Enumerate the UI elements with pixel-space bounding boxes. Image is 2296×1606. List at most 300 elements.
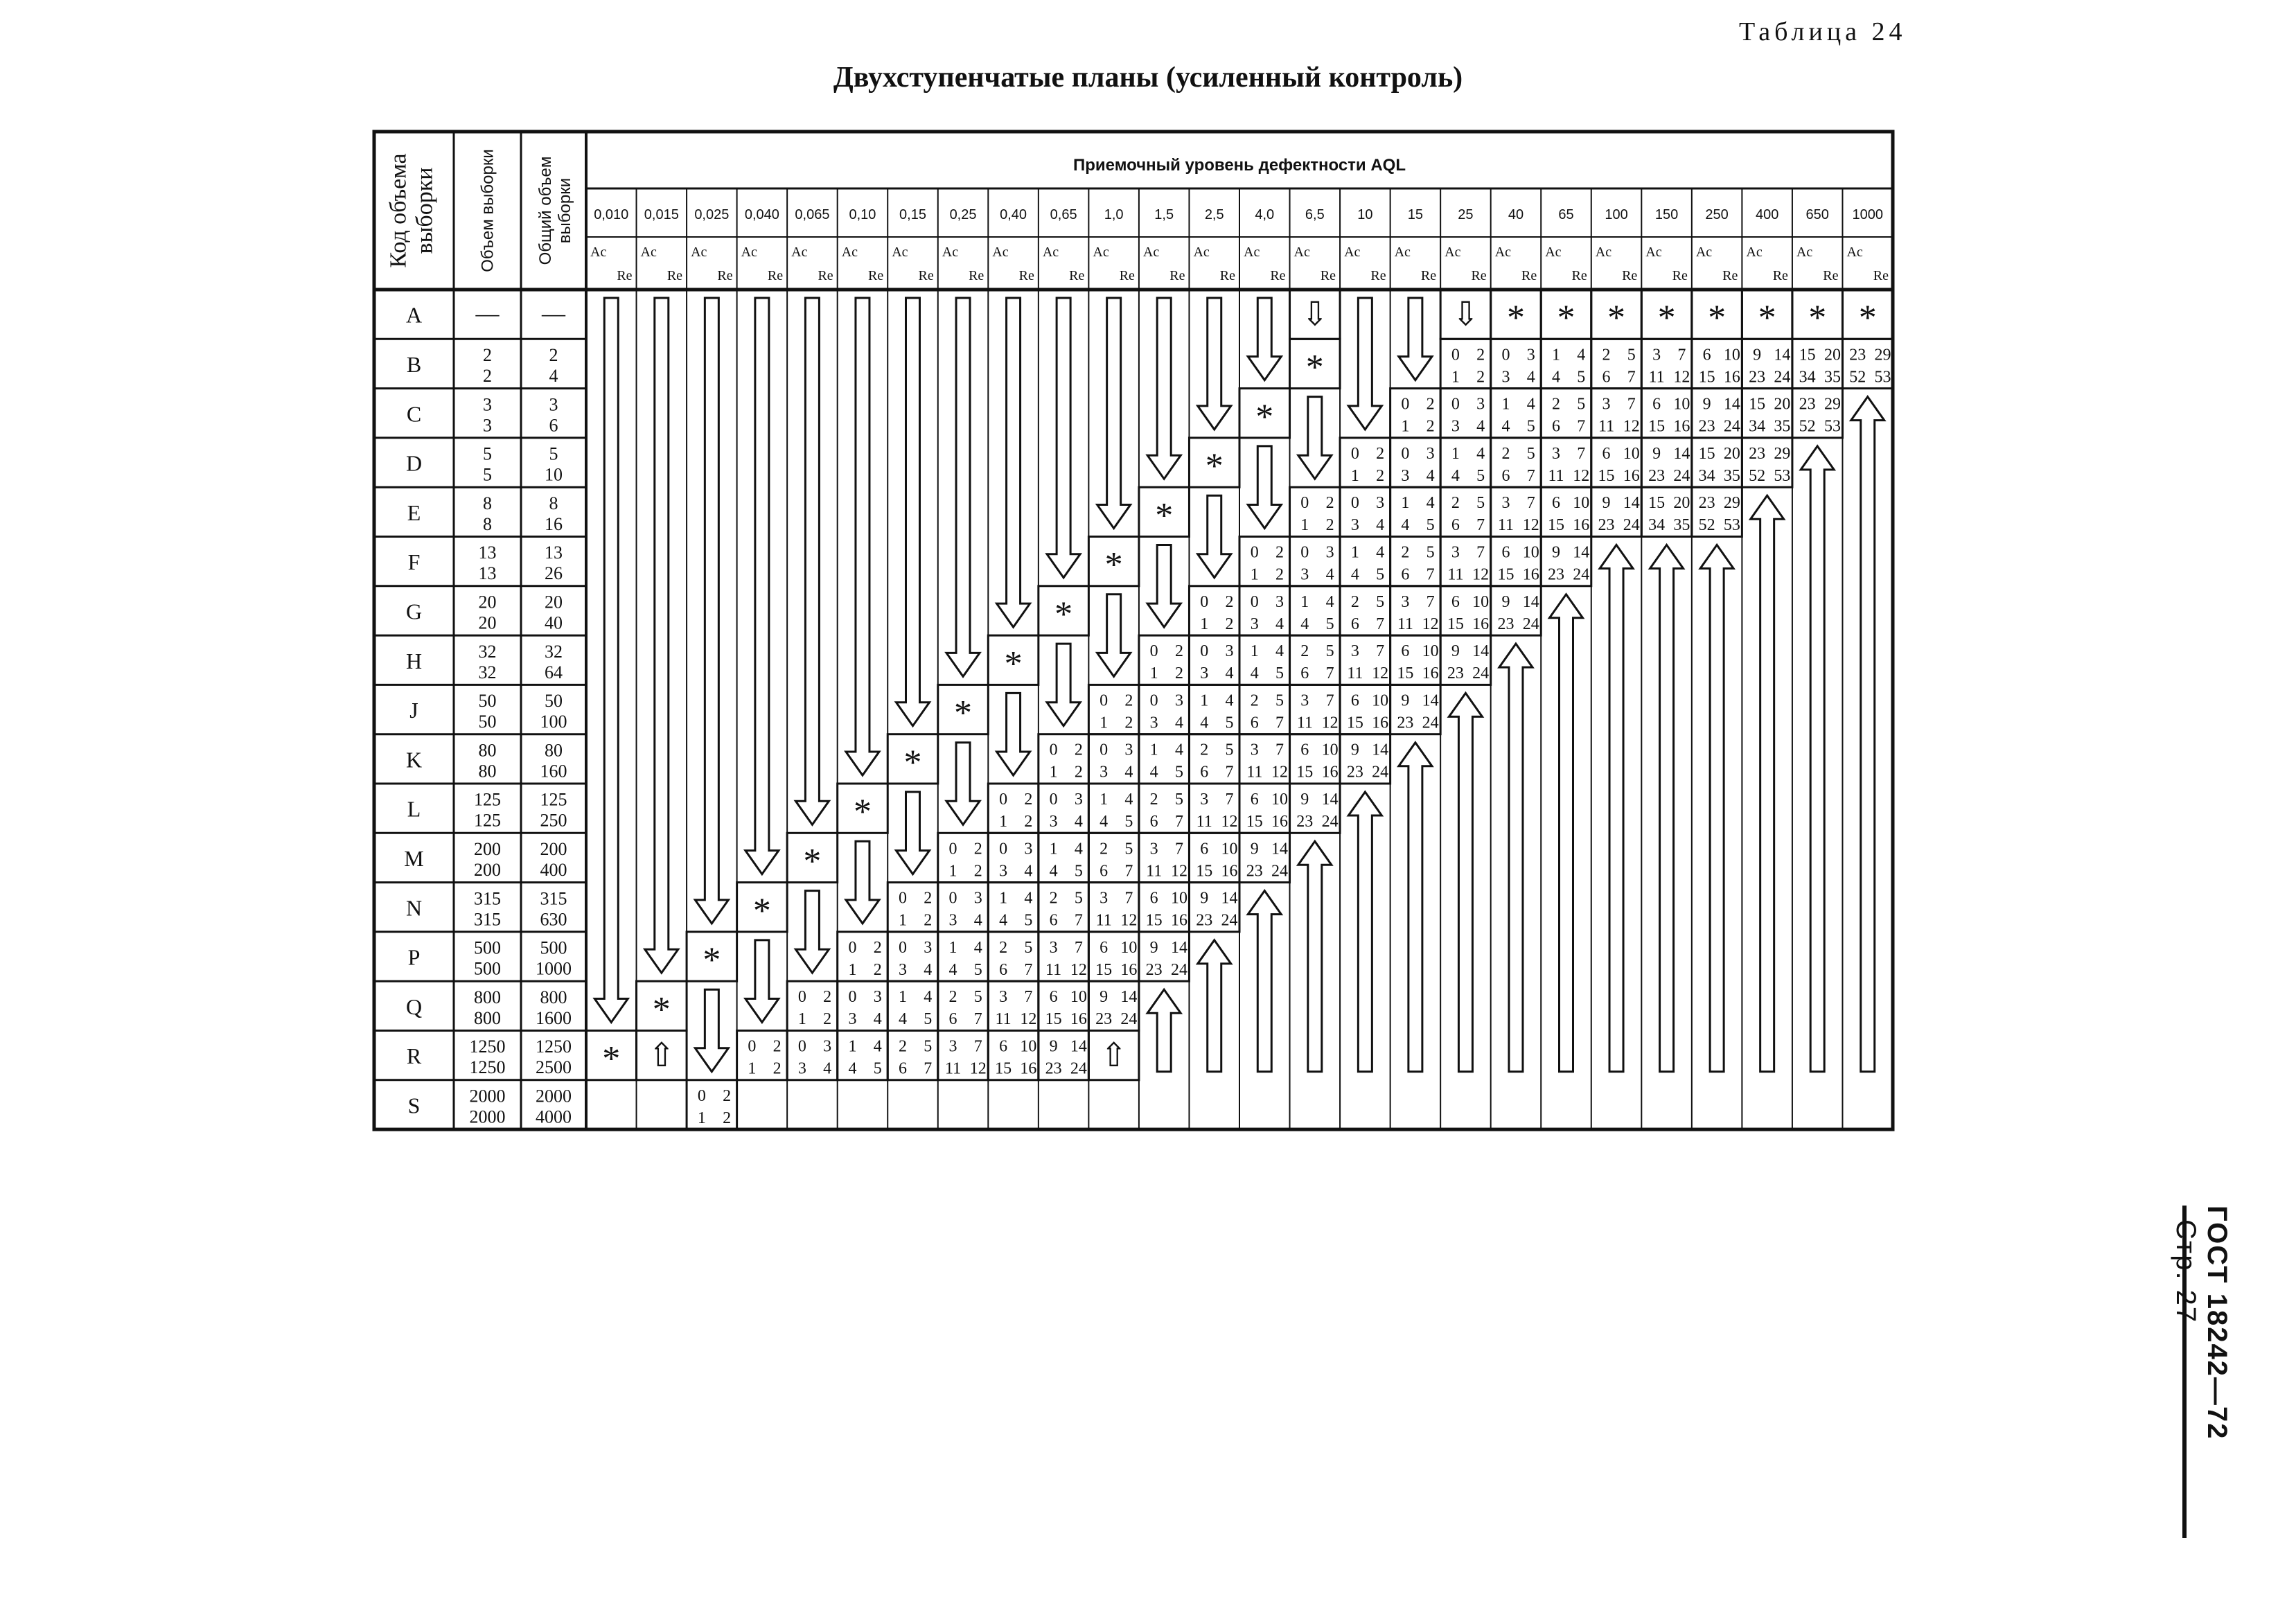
re-second-stage: 7 [1325,664,1334,683]
sample-size-first: 80 [478,740,497,761]
ac-second-stage: 1 [1200,615,1209,633]
ac-second-stage: 15 [1648,417,1666,436]
aql-level-label: 15 [1407,207,1424,222]
ac-first-stage: 1 [1501,395,1510,414]
ac-first-stage: 1 [848,1037,857,1056]
ac-second-stage: 15 [1346,714,1363,732]
ac-first-stage: 1 [1149,741,1158,759]
up-arrow [1298,841,1332,1072]
ac-second-stage: 52 [1799,417,1816,436]
re-first-stage: 7 [1074,938,1083,957]
re-first-stage: 14 [1170,938,1187,957]
re-second-stage: 2 [1124,714,1133,732]
ac-second-stage: 11 [1497,516,1515,535]
sample-size-value: — [475,301,500,327]
aql-level-label: 1,0 [1104,207,1124,222]
total-size-second: 630 [540,909,567,930]
ac-first-stage: 9 [1401,691,1410,710]
re-first-stage: 14 [1321,791,1339,809]
re-label: Re [868,268,884,283]
re-second-stage: 2 [1325,516,1334,535]
re-first-stage: 10 [1673,395,1690,414]
re-second-stage: 35 [1673,516,1690,535]
ac-second-stage: 11 [1146,862,1163,881]
ac-first-stage: 0 [1100,741,1109,759]
ac-second-stage: 6 [1100,862,1109,881]
ac-first-stage: 9 [1049,1037,1058,1056]
ac-second-stage: 4 [1300,615,1309,633]
re-label: Re [1420,268,1437,283]
ac-second-stage: 15 [1145,911,1163,930]
ac-second-stage: 23 [1648,466,1666,485]
ac-second-stage: 6 [1300,664,1309,683]
up-arrow [1801,446,1834,1072]
ac-first-stage: 0 [1049,791,1058,809]
ac-first-stage: 2 [948,988,957,1007]
ac-second-stage: 15 [1698,368,1715,387]
sample-size-first: 1250 [469,1036,506,1057]
aql-level-label: 40 [1508,207,1524,222]
ac-first-stage: 0 [1250,543,1259,562]
re-second-stage: 53 [1823,417,1841,436]
down-arrow [795,891,829,973]
re-first-stage: 14 [1673,444,1690,463]
ac-first-stage: 0 [1250,592,1259,611]
ac-second-stage: 3 [1300,565,1309,584]
total-size-second: 64 [545,662,563,682]
ac-label: Ac [1344,245,1361,260]
re-first-stage: 2 [924,889,933,908]
re-first-stage: 14 [1472,642,1490,661]
no-plan-asterisk: * [1506,298,1525,338]
total-size-second: 6 [549,415,558,436]
ac-first-stage: 2 [1149,791,1158,809]
re-second-stage: 24 [1472,664,1490,683]
re-first-stage: 29 [1874,346,1891,364]
re-first-stage: 2 [823,988,832,1007]
ac-second-stage: 4 [1200,714,1209,732]
ac-second-stage: 4 [898,1010,907,1029]
re-label: Re [1018,268,1034,283]
ac-second-stage: 52 [1698,516,1715,535]
aql-level-label: 0,065 [795,207,830,222]
ac-first-stage: 2 [898,1037,907,1056]
sample-size-second: 32 [478,662,497,682]
ac-second-stage: 11 [1598,417,1615,436]
sample-size-code: N [405,895,423,921]
total-size-first: 20 [545,592,563,612]
no-plan-asterisk: * [1858,298,1877,338]
re-second-stage: 35 [1823,368,1841,387]
ac-first-stage: 2 [1049,889,1058,908]
re-second-stage: 7 [1174,813,1183,831]
aql-level-label: 250 [1705,207,1729,222]
ac-second-stage: 23 [1598,516,1615,535]
sample-size-second: 500 [474,958,501,979]
ac-label: Ac [1445,245,1461,260]
re-first-stage: 3 [1325,543,1334,562]
ac-second-stage: 23 [1397,714,1414,732]
total-size-second: 400 [540,859,567,880]
sample-size-first: 800 [474,987,501,1007]
total-size-first: 315 [540,888,567,909]
re-second-stage: 2 [1376,466,1385,485]
ac-second-stage: 11 [1095,911,1112,930]
re-second-stage: 2 [1074,763,1083,782]
ac-first-stage: 1 [1250,642,1259,661]
up-arrow [1449,693,1482,1071]
re-second-stage: 12 [1472,565,1490,584]
sample-size-second: 315 [474,909,501,930]
ac-second-stage: 34 [1698,466,1715,485]
ac-second-stage: 6 [1551,417,1560,436]
re-second-stage: 2 [1275,565,1284,584]
re-first-stage: 14 [1221,889,1238,908]
re-first-stage: 14 [1522,592,1539,611]
gost-page-stamp [2171,1206,2232,1538]
re-first-stage: 20 [1823,346,1841,364]
ac-second-stage: 3 [898,960,907,979]
no-plan-asterisk: * [1808,298,1827,338]
ac-first-stage: 0 [1149,642,1158,661]
ac-first-stage: 6 [1401,642,1410,661]
ac-second-stage: 6 [1350,615,1359,633]
re-second-stage: 2 [1225,615,1234,633]
re-second-stage: 12 [1170,862,1187,881]
ac-second-stage: 1 [1300,516,1309,535]
ac-second-stage: 15 [1296,763,1314,782]
re-second-stage: 4 [1325,565,1334,584]
ac-label: Ac [1746,245,1763,260]
aql-level-label: 6,5 [1305,207,1325,222]
ac-second-stage: 1 [1401,417,1410,436]
ac-first-stage: 1 [1551,346,1560,364]
ac-first-stage: 0 [1501,346,1510,364]
short-down-arrow: ⇩ [1300,296,1329,333]
ac-first-stage: 9 [1602,494,1611,513]
re-first-stage: 3 [1376,494,1385,513]
sample-size-code: K [405,747,423,773]
ac-first-stage: 1 [1200,691,1209,710]
ac-first-stage: 1 [999,889,1008,908]
code-header: Код объема [385,153,412,268]
aql-level-label: 0,65 [1050,207,1077,222]
re-second-stage: 16 [1472,615,1490,633]
re-first-stage: 10 [1372,691,1389,710]
aql-level-label: 400 [1755,207,1779,222]
ac-label: Ac [741,245,757,260]
re-label: Re [1069,268,1085,283]
re-second-stage: 16 [1120,960,1138,979]
re-second-stage: 5 [1526,417,1535,436]
re-second-stage: 35 [1723,466,1740,485]
ac-label: Ac [791,245,808,260]
re-first-stage: 29 [1774,444,1791,463]
ac-second-stage: 1 [1149,664,1158,683]
ac-first-stage: 9 [1200,889,1209,908]
ac-first-stage: 9 [1149,938,1158,957]
re-first-stage: 14 [1372,741,1389,759]
re-second-stage: 24 [1774,368,1791,387]
sample-size-first: 125 [474,789,501,810]
no-plan-asterisk: * [602,1039,621,1079]
re-first-stage: 7 [1275,741,1284,759]
down-arrow [1348,298,1381,430]
re-first-stage: 3 [1476,395,1485,414]
ac-second-stage: 11 [1648,368,1665,387]
re-first-stage: 10 [1170,889,1187,908]
down-arrow [745,298,779,874]
ac-second-stage: 15 [1196,862,1213,881]
ac-second-stage: 23 [1045,1059,1062,1078]
ac-second-stage: 23 [1447,664,1464,683]
re-first-stage: 5 [1526,444,1535,463]
ac-first-stage: 2 [1451,494,1460,513]
ac-second-stage: 6 [1049,911,1058,930]
ac-first-stage: 9 [1551,543,1560,562]
ac-first-stage: 1 [1049,840,1058,858]
ac-first-stage: 0 [797,1037,806,1056]
ac-first-stage: 3 [1200,791,1209,809]
re-first-stage: 10 [1472,592,1490,611]
ac-second-stage: 1 [697,1109,706,1127]
re-first-stage: 10 [1271,791,1289,809]
ac-first-stage: 15 [1749,395,1766,414]
ac-first-stage: 3 [1401,592,1410,611]
re-second-stage: 24 [1522,615,1539,633]
ac-label: Ac [1193,245,1210,260]
re-first-stage: 3 [1275,592,1284,611]
total-size-first: 2 [549,344,558,365]
re-second-stage: 7 [1627,368,1636,387]
up-arrow [1147,989,1181,1072]
re-first-stage: 2 [1074,741,1083,759]
re-second-stage: 4 [1124,763,1133,782]
ac-second-stage: 15 [1497,565,1515,584]
re-second-stage: 7 [1275,714,1284,732]
total-size-second: 1000 [536,958,572,979]
sample-size-code: L [407,796,421,822]
total-size-second: 1600 [536,1007,572,1028]
re-first-stage: 7 [1174,840,1183,858]
ac-second-stage: 6 [1451,516,1460,535]
up-arrow [1499,644,1533,1072]
ac-first-stage: 0 [1401,395,1410,414]
total-size-second: 40 [545,612,563,633]
re-first-stage: 2 [1376,444,1385,463]
sample-size-code: B [406,351,422,377]
no-plan-asterisk: * [752,891,771,931]
ac-second-stage: 4 [848,1059,857,1078]
ac-second-stage: 3 [1350,516,1359,535]
ac-second-stage: 4 [1350,565,1359,584]
re-first-stage: 5 [1024,938,1033,957]
re-second-stage: 12 [1120,911,1138,930]
re-second-stage: 2 [1476,368,1485,387]
re-first-stage: 14 [1271,840,1289,858]
down-arrow [897,792,930,874]
ac-first-stage: 1 [1350,543,1359,562]
ac-second-stage: 11 [995,1010,1012,1029]
re-first-stage: 4 [1024,889,1033,908]
re-label: Re [1722,268,1738,283]
re-first-stage: 10 [1422,642,1439,661]
re-first-stage: 3 [973,889,982,908]
re-label: Re [767,268,784,283]
sample-header: Объем выборки [478,149,497,272]
re-second-stage: 12 [1522,516,1539,535]
re-second-stage: 5 [1124,813,1133,831]
ac-first-stage: 9 [1350,741,1359,759]
ac-second-stage: 3 [797,1059,806,1078]
re-first-stage: 10 [1020,1037,1037,1056]
re-second-stage: 12 [1623,417,1640,436]
re-first-stage: 2 [973,840,982,858]
re-first-stage: 2 [1124,691,1133,710]
re-first-stage: 4 [973,938,982,957]
ac-second-stage: 34 [1749,417,1766,436]
no-plan-asterisk: * [853,792,872,832]
re-first-stage: 4 [1225,691,1234,710]
ac-first-stage: 2 [1100,840,1109,858]
ac-first-stage: 0 [898,889,907,908]
re-label: Re [1169,268,1185,283]
ac-first-stage: 9 [1652,444,1661,463]
total-size-first: 13 [545,542,563,563]
re-first-stage: 2 [1325,494,1334,513]
ac-second-stage: 11 [1548,466,1564,485]
sample-size-code: F [407,549,421,575]
re-first-stage: 3 [823,1037,832,1056]
re-first-stage: 4 [1476,444,1485,463]
re-first-stage: 4 [1174,741,1183,759]
re-second-stage: 24 [1372,763,1389,782]
ac-label: Ac [1846,245,1863,260]
ac-first-stage: 2 [1551,395,1560,414]
no-plan-asterisk: * [1104,545,1123,585]
down-arrow [1399,298,1432,380]
ac-second-stage: 3 [999,862,1008,881]
re-second-stage: 5 [1426,516,1435,535]
ac-first-stage: 0 [1350,444,1359,463]
ac-second-stage: 6 [1200,763,1209,782]
total-size-first: 50 [545,691,563,712]
aql-level-label: 0,25 [949,207,977,222]
ac-first-stage: 0 [1401,444,1410,463]
ac-second-stage: 4 [1100,813,1109,831]
re-first-stage: 20 [1774,395,1791,414]
ac-first-stage: 0 [1100,691,1109,710]
re-first-stage: 29 [1823,395,1841,414]
ac-second-stage: 3 [1200,664,1209,683]
re-second-stage: 12 [1573,466,1590,485]
sample-size-first: 5 [483,443,492,464]
no-plan-asterisk: * [1004,644,1023,684]
re-first-stage: 5 [1627,346,1636,364]
re-second-stage: 24 [1120,1010,1138,1029]
re-second-stage: 7 [924,1059,933,1078]
re-first-stage: 5 [1426,543,1435,562]
ac-second-stage: 3 [1501,368,1510,387]
total-size-second: 4 [549,365,558,386]
ac-second-stage: 3 [1100,763,1109,782]
sample-size-code: E [407,500,421,525]
re-second-stage: 2 [1174,664,1183,683]
re-second-stage: 53 [1723,516,1740,535]
re-first-stage: 4 [1577,346,1586,364]
ac-second-stage: 52 [1849,368,1866,387]
ac-first-stage: 0 [1451,395,1460,414]
ac-label: Ac [1595,245,1612,260]
ac-first-stage: 0 [1451,346,1460,364]
short-down-arrow: ⇩ [1451,296,1480,333]
re-first-stage: 3 [1024,840,1033,858]
sample-size-second: 50 [478,712,497,732]
no-plan-asterisk: * [1205,446,1224,486]
aql-level-label: 1,5 [1154,207,1174,222]
re-first-stage: 3 [1174,691,1183,710]
ac-first-stage: 0 [948,889,957,908]
ac-first-stage: 6 [1250,791,1259,809]
re-first-stage: 2 [1174,642,1183,661]
re-first-stage: 4 [1526,395,1535,414]
re-second-stage: 7 [1426,565,1435,584]
re-second-stage: 5 [1174,763,1183,782]
re-second-stage: 7 [1376,615,1385,633]
re-first-stage: 7 [1225,791,1234,809]
ac-first-stage: 6 [1602,444,1611,463]
ac-second-stage: 11 [1397,615,1413,633]
total-size-first: 500 [540,937,567,958]
ac-second-stage: 1 [1100,714,1109,732]
down-arrow [795,298,829,824]
re-first-stage: 5 [1577,395,1586,414]
ac-first-stage: 3 [1652,346,1661,364]
re-second-stage: 5 [1376,565,1385,584]
no-plan-asterisk: * [1305,347,1324,387]
ac-label: Ac [590,245,607,260]
ac-first-stage: 1 [898,988,907,1007]
re-second-stage: 12 [1673,368,1690,387]
re-second-stage: 24 [1321,813,1339,831]
re-second-stage: 7 [973,1010,982,1029]
re-label: Re [818,268,833,283]
re-second-stage: 4 [1024,862,1033,881]
re-second-stage: 7 [1124,862,1133,881]
down-arrow [1298,397,1332,479]
no-plan-asterisk: * [954,694,973,734]
short-up-arrow: ⇧ [647,1037,675,1075]
re-first-stage: 2 [1275,543,1284,562]
re-label: Re [1521,268,1537,283]
ac-second-stage: 23 [1296,813,1314,831]
re-second-stage: 2 [723,1109,732,1127]
re-second-stage: 4 [873,1010,882,1029]
re-second-stage: 24 [1422,714,1439,732]
ac-second-stage: 23 [1095,1010,1113,1029]
ac-first-stage: 6 [1652,395,1661,414]
ac-label: Ac [1042,245,1059,260]
re-label: Re [666,268,683,283]
re-first-stage: 5 [973,988,982,1007]
ac-second-stage: 4 [948,960,957,979]
sample-size-code: J [409,698,418,723]
down-arrow [695,989,728,1072]
ac-first-stage: 23 [1799,395,1816,414]
re-first-stage: 14 [1573,543,1590,562]
ac-first-stage: 9 [1451,642,1460,661]
ac-first-stage: 0 [1200,592,1209,611]
